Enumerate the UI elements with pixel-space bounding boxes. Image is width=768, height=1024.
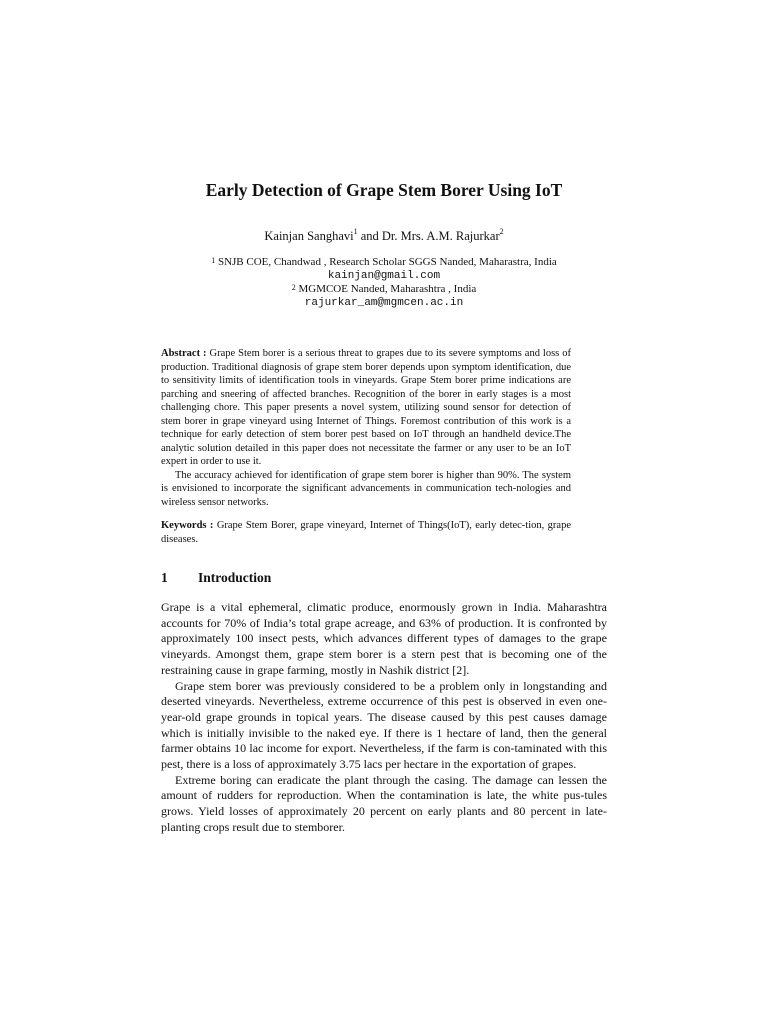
abstract-label: Abstract :: [161, 348, 207, 359]
introduction-paragraph-2: Grape stem borer was previously considered to be a problem only in longstanding and deserted vineyards. Nevertheless, extreme occurrence of this pest is observed in even one-year-old grape grounds in topical years. The disease caused by this pest causes damage which is initially invisible to the naked eye. If there is 1 hectare of land, then the general farmer obtains 10 lac income for export. Nevertheless, if the farm is con-taminated with this pest, there is a loss of approximately 3.75 lacs per hectare in the exportation of grapes.: [161, 678, 607, 772]
author-2-superscript: 2: [499, 227, 504, 236]
introduction-body: [161, 600, 607, 836]
keywords: [161, 519, 571, 546]
author-1-name: Kainjan Sanghavi: [264, 229, 354, 243]
section-heading-introduction: [161, 570, 271, 586]
introduction-paragraph-3: Extreme boring can eradicate the plant through the casing. The damage can lessen the amount of rudders for reproduction. When the contamination is late, the white pus-tules grows. Yield losses of approximately 20 percent on early plants and 80 percent in late-planting crops result due to stemborer.: [161, 772, 607, 834]
affiliation-1-superscript: 1: [211, 256, 216, 265]
abstract: [161, 347, 571, 509]
affiliation-1: [0, 256, 768, 270]
affiliation-2-text: MGMCOE Nanded, Maharashtra , India: [295, 283, 477, 295]
abstract-text-1: Grape Stem borer is a serious threat to grapes due to its severe symptoms and loss of production. Traditional diagnosis of grape stem borer depends upon symptom identification, due to sensitivity limits of identification tools in vineyards. Grape Stem borer prime indications are parching and sneering of affected branches. Recognition of the borer in early stages is a most challenging chore. This paper presents a novel system, utilizing sound sensor for detection of stem borer in grape vineyard using Internet of Things. Foremost contribution of this work is a technique for early detection of stem borer pest based on IoT through an handheld device.The analytic solution detailed in this paper does not necessitate the farmer or any user to be an IoT expert in order to use it.: [161, 348, 571, 467]
section-title: Introduction: [198, 570, 272, 585]
introduction-paragraph-1: Grape is a vital ephemeral, climatic produce, enormously grown in India. Maharashtra accounts for 70% of India’s total grape acreage, and 63% of production. It is confronted by approximately 100 insect pests, which advances different types of damages to the grape vineyards. Amongst them, grape stem borer is a stern pest that is becoming one of the restraining cause in grape farming, mostly in Nashik district [2].: [161, 600, 607, 677]
author-conjunction: and: [357, 229, 382, 243]
affiliation-1-text: SNJB COE, Chandwad , Research Scholar SGGS Nanded, Maharastra, India: [215, 256, 557, 268]
affiliations: [0, 256, 768, 310]
section-number: 1: [161, 570, 168, 585]
author-2-name: Dr. Mrs. A.M. Rajurkar: [381, 229, 500, 243]
paper-title: Early Detection of Grape Stem Borer Using IoT: [205, 180, 563, 200]
abstract-paragraph-1: [161, 347, 571, 469]
abstract-paragraph-2: The accuracy achieved for identification of grape stem borer is higher than 90%. The system is envisioned to incorporate the significant advancements in communication tech-nologies and wireless sensor networks.: [161, 469, 571, 508]
affiliation-2: [0, 283, 768, 297]
author-1-superscript: 1: [353, 227, 358, 236]
affiliation-1-email[interactable]: kainjan@gmail.com: [327, 269, 441, 282]
keywords-label: Keywords :: [161, 520, 214, 531]
keywords-text: Grape Stem Borer, grape vineyard, Internet of Things(IoT), early detec-tion, grape diseases.: [161, 520, 571, 545]
author-line: [0, 229, 768, 244]
affiliation-2-email[interactable]: rajurkar_am@mgmcen.ac.in: [304, 296, 464, 309]
affiliation-2-superscript: 2: [291, 283, 296, 292]
